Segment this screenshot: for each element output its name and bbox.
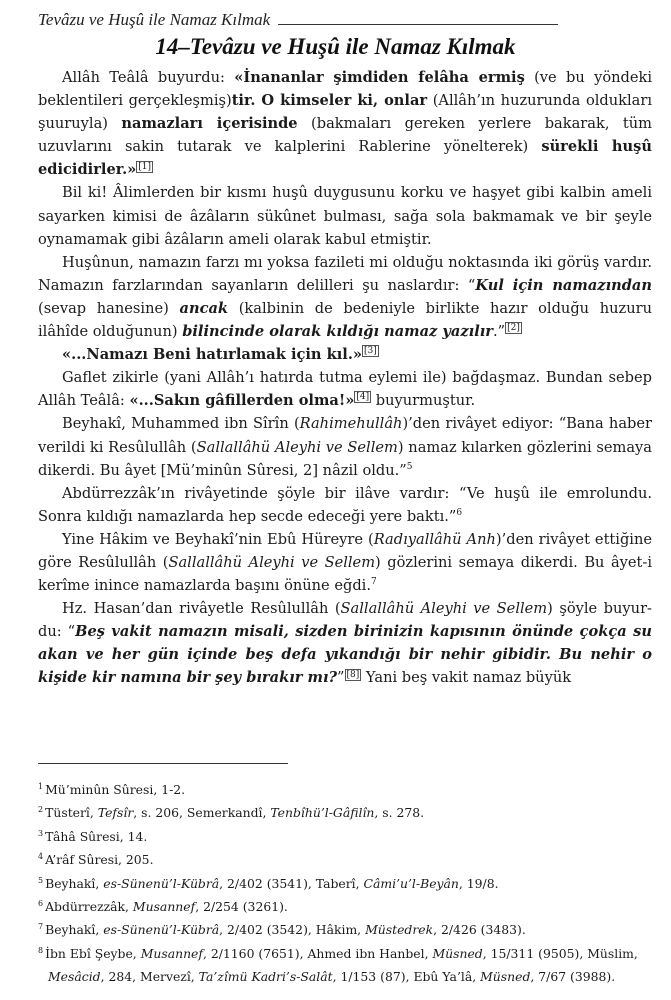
honorific: Rahimehullâh	[299, 415, 403, 433]
footnote-title: Müsned	[480, 969, 531, 985]
footnote-title: Tenbîhü’l-Gâfilîn	[270, 805, 375, 821]
footnote-text: , 7/67 (3988).	[530, 969, 616, 985]
footnote-text: Mü’minûn Sûresi, 1-2.	[45, 782, 186, 797]
text: buyurmuştur.	[371, 392, 476, 410]
footnote-6	[38, 895, 652, 918]
footnote-ref[interactable]: [1]	[138, 161, 152, 172]
verse-text: «...Sakın gâfillerden olma!»	[129, 392, 355, 410]
footnote-text: , 2/1160 (7651), Ahmed ibn Hanbel,	[202, 945, 433, 961]
footnote-title: Tefsîr	[97, 805, 134, 821]
footnote-ref[interactable]: [8]	[346, 669, 360, 680]
header-rule	[278, 24, 558, 25]
footnote-text: Abdürrezzâk,	[45, 899, 133, 915]
hadith-text: Kul için namazından	[475, 276, 652, 294]
honorific: Sallallâhü Aleyhi ve Sellem	[340, 600, 548, 618]
text: Yine Hâkim ve Beyhakî’nin Ebû Hüreyre (	[62, 530, 374, 548]
footnote-title: Müstedrek	[365, 922, 434, 938]
text: (bakmaları gereken yerlere bakarak, tüm uzuvlarını sakin tutarak ve kalplerini Rablerine yöneltere​k)	[38, 115, 653, 156]
footnote-title: Ta’zîmü Kadri’s-Salât	[198, 969, 333, 985]
body-text	[38, 66, 652, 690]
footnote-text: , 2/402 (3542), Hâkim,	[219, 922, 366, 938]
running-header	[38, 8, 558, 30]
text: Huşûnun, namazın farzı mı yoksa fazileti mi olduğu noktasında iki görüş vardır. Namazın farzlarından sayanların delilleri şu naslardır: “	[38, 253, 652, 294]
footnote-text: Tüsterî,	[45, 805, 98, 821]
paragraph-2: Bil ki! Âlimlerden bir kısmı huşû duygusunu korku ve haşyet gibi kalbin ameli sayarken kimisi de âzâların sükûnet bulması, sağa sola bakmamak ve bir şeyle oynamamak gibi âzâların ameli olarak kabul etmiştir.	[38, 184, 652, 248]
footnote-title: es-Sünenü’l-Kübrâ	[103, 922, 220, 938]
honorific: Sallallâhü Aleyhi ve Sellem	[196, 438, 398, 456]
honorific: Sallallâhü Aleyhi ve Sellem	[168, 553, 376, 571]
footnote-ref[interactable]: [4]	[356, 392, 370, 403]
footnote-number: 7	[38, 922, 44, 932]
text: Gaflet zikirle (yani Allâh’ı hatırda tutma eylemi ile) bağdaşmaz. Bundan sebep Allâh Teâlâ:	[38, 369, 652, 410]
text: ) namaz kılarken gözlerini semaya dikerdi. Bu âyet [Mü’minûn Sûresi, 2] nâzil oldu.”	[38, 438, 652, 479]
text: ) gözlerini semaya dikerdi. Bu âyet-i kerîme inince namazlarda başını önüne eğdi.	[38, 553, 652, 595]
footnote-text: , 2/402 (3541), Taberî,	[219, 875, 364, 891]
footnote-number: 1	[38, 781, 44, 791]
footnote-number: 6	[38, 898, 44, 908]
text: .”	[492, 323, 506, 341]
footnote-ref[interactable]: [3]	[364, 346, 377, 357]
paragraph-7	[38, 482, 652, 528]
footnote-number: 2	[38, 805, 44, 815]
verse-text: «İnananlar şimdiden felâha ermiş	[234, 69, 525, 86]
footnote-8	[38, 942, 652, 989]
footnote-text: , 284, Mervezî,	[100, 969, 199, 985]
text: (Allâh’ın huzurunda oldukları şuuruyla)	[38, 92, 653, 133]
hadith-text: ancak	[179, 299, 229, 317]
paragraph-6	[38, 412, 652, 481]
footnote-title: es-Sünenü’l-Kübrâ	[103, 875, 220, 891]
footnote-text: , 2/426 (3483).	[433, 922, 526, 938]
text: Allâh Teâlâ buyurdu:	[62, 69, 235, 86]
footnote-number: 3	[38, 828, 44, 838]
paragraph-4	[38, 343, 652, 366]
footnote-3	[38, 825, 652, 848]
footnote-ref[interactable]: 5	[406, 461, 413, 472]
footnotes	[38, 778, 652, 989]
footnote-1	[38, 778, 652, 801]
chapter-title: 14–Tevâzu ve Huşû ile Namaz Kılmak	[155, 34, 516, 59]
text: (sevap hanesine)	[38, 299, 180, 317]
footnote-number: 8	[38, 945, 44, 955]
footnote-separator	[38, 763, 288, 764]
footnote-number: 5	[38, 875, 44, 885]
paragraph-3	[38, 251, 652, 343]
text: (ve bu yöndeki beklentileri gerçekleşmiş)	[38, 69, 652, 110]
footnote-title: Mesâcid	[48, 969, 101, 985]
footnote-text: Beyhakî,	[45, 922, 104, 938]
footnote-number: 4	[38, 852, 44, 862]
text: ”	[337, 669, 345, 687]
text: Abdürrezzâk’ın rivâyetinde şöyle bir ilâve vardır: “Ve huşû ile emrolundu. Sonra kıldığı namazlarda hep secde edeceği yere baktı.”	[38, 484, 652, 525]
footnote-ref[interactable]: 7	[370, 577, 377, 588]
honorific: Radıyallâhü Anh	[373, 530, 496, 548]
paragraph-5	[38, 366, 652, 412]
footnote-ref[interactable]: 6	[456, 507, 463, 518]
paragraph-9	[38, 597, 652, 689]
footnote-ref[interactable]: [2]	[507, 323, 520, 334]
paragraph-1	[38, 66, 652, 181]
footnote-text: İbn Ebî Şeybe,	[45, 945, 141, 961]
verse-text: tir. O kimseler ki, onlar	[231, 92, 428, 110]
footnote-text: , s. 206, Semerkandî,	[133, 805, 271, 821]
footnote-title: Musannef	[132, 899, 196, 915]
text: )’den rivâyet ettiğine göre Resûlullâh (	[38, 530, 653, 571]
footnote-text: , 15/311 (9505), Müslim,	[482, 945, 638, 961]
verse-text: sürekli huşû edicidirler.»	[38, 138, 652, 179]
text: ) şöyle buyurdu: “	[38, 600, 652, 641]
footnote-7	[38, 918, 652, 941]
text: Yani beş vakit namaz büyük	[361, 669, 572, 687]
running-title: Tevâzu ve Huşû ile Namaz Kılmak	[38, 10, 271, 29]
text: Beyhakî, Muhammed ibn Sîrîn (	[62, 415, 300, 433]
text: )’den rivâyet ediyor: “Bana haber verildi ki Resûlullâh (	[38, 415, 652, 456]
footnote-4	[38, 848, 652, 871]
footnote-title: Câmi’u’l-Beyân	[363, 875, 459, 891]
footnote-text: Beyhakî,	[45, 875, 104, 891]
paragraph-8	[38, 528, 652, 597]
footnote-text: , 1/153 (87), Ebû Ya’lâ,	[332, 969, 481, 985]
verse-text: namazları içerisinde	[121, 115, 298, 133]
text: (kalbinin de bedeniyle birlikte hazır olduğu huzuru ilâhîde olduğunun)	[38, 299, 653, 341]
footnote-title: Müsned	[432, 945, 483, 961]
footnote-text: , 19/8.	[458, 875, 499, 891]
text: Hz. Hasan’dan rivâyetle Resûlullâh (	[62, 600, 341, 618]
hadith-text: bilincinde olarak kıldığı namaz yazılır	[182, 323, 493, 341]
footnote-text: A’râf Sûresi, 205.	[45, 852, 154, 868]
footnote-text: Tâhâ Sûresi, 14.	[45, 828, 148, 844]
verse-text: «...Namazı Beni hatırlamak için kıl.»	[62, 346, 363, 364]
footnote-5	[38, 872, 652, 895]
footnote-text: , 2/254 (3261).	[195, 899, 288, 915]
footnote-text: , s. 278.	[374, 805, 425, 821]
hadith-text: Beş vakit namazın misali, sizden birinizin kapısının önünde çokça su akan ve her gün içinde beş defa yıkandığı bir nehir gibidir. Bu nehir o kişide kir namına bir şey bırakır mı?	[38, 623, 652, 687]
footnote-2	[38, 801, 652, 824]
footnote-title: Musannef	[140, 945, 203, 961]
